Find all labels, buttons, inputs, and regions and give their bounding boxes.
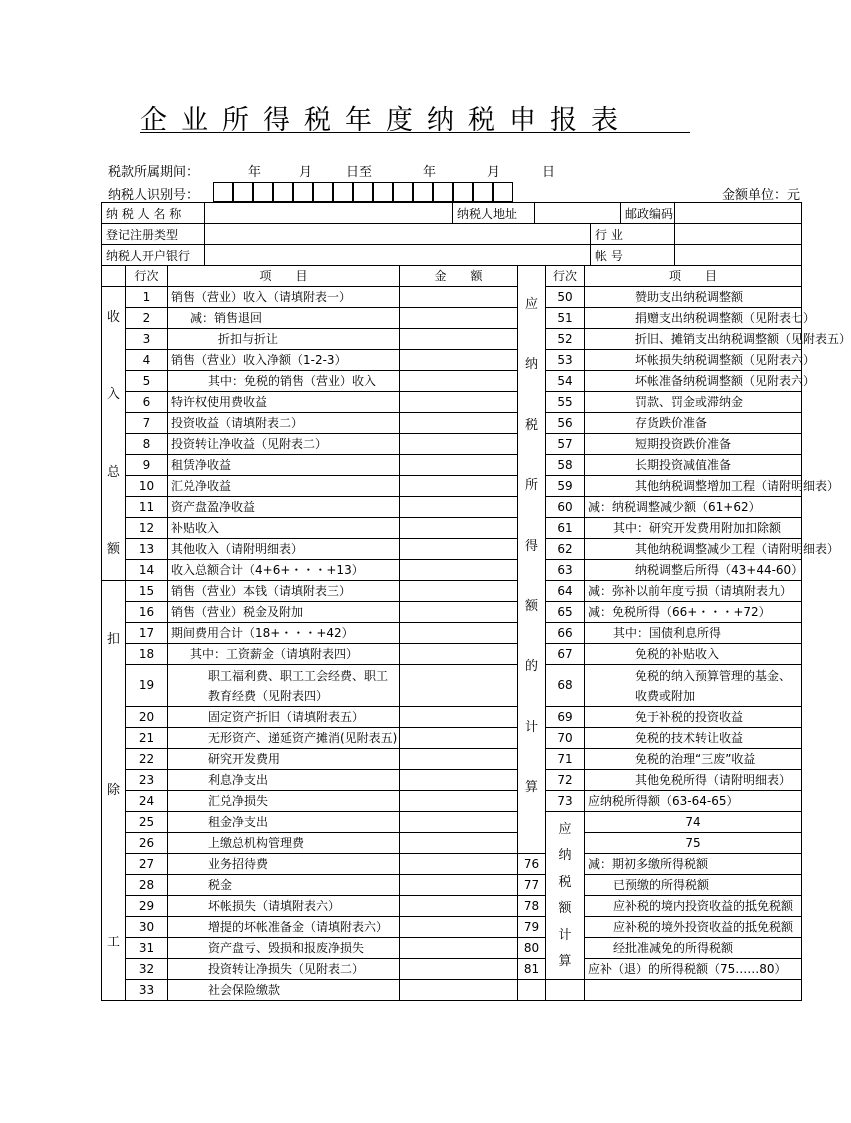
row-number-right: 74 (585, 812, 802, 833)
section-char: 算 (558, 954, 572, 970)
table-row (102, 287, 802, 308)
row-number-right: 69 (546, 707, 585, 728)
row-number-right: 73 (546, 791, 585, 812)
blank-corner (102, 266, 126, 287)
row-number-right: 78 (518, 896, 546, 917)
amount-cell[interactable] (400, 854, 518, 875)
table-row (102, 308, 802, 329)
taxpayer-id-digit-box[interactable] (213, 182, 233, 202)
item-header: 项 目 (168, 266, 400, 287)
row-item-label: 职工福利费、职工工会经费、职工教育经费（见附表四） (168, 665, 400, 707)
postal-code-label: 邮政编码 (621, 203, 675, 224)
row-no-header: 行次 (126, 266, 168, 287)
section-char: 入 (106, 387, 120, 403)
amount-cell[interactable] (400, 917, 518, 938)
section-label-adjust (518, 266, 546, 854)
industry-label: 行 业 (591, 224, 675, 245)
amount-cell[interactable] (400, 287, 518, 308)
amount-cell[interactable] (400, 623, 518, 644)
row-item-label: 补贴收入 (168, 518, 400, 539)
row-item-label-right: 已预缴的所得税额 (585, 875, 802, 896)
table-row (102, 518, 802, 539)
row-number-right: 62 (546, 539, 585, 560)
period-label: 税款所属期间： (108, 165, 200, 180)
row-item-label-right: 罚款、罚金或滞纳金 (585, 392, 802, 413)
amount-cell[interactable] (400, 707, 518, 728)
row-item-label-right: 其中：研究开发费用附加扣除额 (585, 518, 802, 539)
account-label: 帐 号 (591, 245, 675, 266)
row-number-right: 61 (546, 518, 585, 539)
table-row (102, 728, 802, 749)
table-row (102, 812, 802, 833)
amount-unit-label: 金额单位：元 (722, 188, 801, 203)
row-number: 33 (126, 980, 168, 1001)
row-item-label-right: 长期投资减值准备 (585, 455, 802, 476)
postal-code-field[interactable] (675, 203, 802, 224)
section-label-stack (102, 309, 125, 559)
row-number: 14 (126, 560, 168, 581)
row-item-label: 税金 (168, 875, 400, 896)
taxpayer-id-digit-box[interactable] (293, 182, 313, 202)
row-item-label-right: 其他免税所得（请附明细表） (585, 770, 802, 791)
row-item-label: 其中：工资薪金（请填附表四） (168, 644, 400, 665)
row-number: 7 (126, 413, 168, 434)
period-year-2: 年 (423, 165, 437, 180)
row-number: 29 (126, 896, 168, 917)
section-char: 额 (106, 542, 120, 558)
row-number-right: 67 (546, 644, 585, 665)
section-char: 应 (524, 297, 538, 312)
amount-cell[interactable] (400, 476, 518, 497)
row-number: 20 (126, 707, 168, 728)
table-row (102, 707, 802, 728)
taxpayer-name-label: 纳 税 人 名 称 (102, 203, 205, 224)
row-number-right: 57 (546, 434, 585, 455)
row-number: 13 (126, 539, 168, 560)
amount-cell[interactable] (400, 560, 518, 581)
section-char: 税 (558, 874, 572, 890)
row-number-right: 56 (546, 413, 585, 434)
blank-cell (518, 980, 546, 1001)
row-item-label: 坏帐损失（请填附表六） (168, 896, 400, 917)
row-number-right: 52 (546, 329, 585, 350)
taxpayer-id-digit-box[interactable] (273, 182, 293, 202)
amount-header: 金 额 (400, 266, 518, 287)
row-number: 8 (126, 434, 168, 455)
section-label-deduction (102, 581, 126, 1001)
industry-field[interactable] (675, 224, 802, 245)
row-number-right: 55 (546, 392, 585, 413)
taxpayer-id-digit-box[interactable] (353, 182, 373, 202)
table-row (102, 497, 802, 518)
row-item-label-right: 减：纳税调整减少额（61+62） (585, 497, 802, 518)
row-number: 23 (126, 770, 168, 791)
row-number: 6 (126, 392, 168, 413)
amount-cell[interactable] (400, 581, 518, 602)
row-item-label: 销售（营业）税金及附加 (168, 602, 400, 623)
table-row (102, 329, 802, 350)
taxpayer-id-digit-box[interactable] (473, 182, 493, 202)
row-number: 31 (126, 938, 168, 959)
section-char: 税 (524, 417, 538, 433)
row-number: 32 (126, 959, 168, 980)
blank-cell (585, 980, 802, 1001)
row-number: 24 (126, 791, 168, 812)
taxpayer-id-digit-box[interactable] (393, 182, 413, 202)
row-item-label: 上缴总机构管理费 (168, 833, 400, 854)
taxpayer-address-field[interactable] (535, 203, 621, 224)
period-year: 年 (248, 165, 262, 180)
table-row (102, 875, 802, 896)
row-item-label: 投资转让净收益（见附表二） (168, 434, 400, 455)
row-number-right: 70 (546, 728, 585, 749)
amount-cell[interactable] (400, 602, 518, 623)
table-row (102, 938, 802, 959)
table-row (102, 854, 802, 875)
table-row (102, 602, 802, 623)
row-item-label-right: 免于补税的投资收益 (585, 707, 802, 728)
row-item-label-right: 减：弥补以前年度亏损（请填附表九） (585, 581, 802, 602)
section-char: 收 (106, 309, 120, 325)
row-item-label: 增提的坏帐准备金（请填附表六） (168, 917, 400, 938)
section-char: 应 (558, 821, 572, 837)
row-number-right: 64 (546, 581, 585, 602)
row-no-header-right: 行次 (546, 266, 585, 287)
row-number: 3 (126, 329, 168, 350)
row-item-label-right: 应补税的境内投资收益的抵免税额 (585, 896, 802, 917)
row-item-label-right: 其中：国债利息所得 (585, 623, 802, 644)
row-number: 26 (126, 833, 168, 854)
row-number-right: 60 (546, 497, 585, 518)
row-item-label: 其中：免税的销售（营业）收入 (168, 371, 400, 392)
row-number: 9 (126, 455, 168, 476)
row-number-right: 68 (546, 665, 585, 707)
table-row (102, 917, 802, 938)
row-number: 19 (126, 665, 168, 707)
amount-cell[interactable] (400, 980, 518, 1001)
row-item-label: 减：销售退回 (168, 308, 400, 329)
period-month-2: 月 (487, 165, 501, 180)
row-item-label-right: 其他纳税调整减少工程（请附明细表） (585, 539, 802, 560)
row-item-label-right: 坏帐损失纳税调整额（见附表六） (585, 350, 802, 371)
row-item-label: 销售（营业）本钱（请填附表三） (168, 581, 400, 602)
row-item-label: 利息净支出 (168, 770, 400, 791)
table-row (102, 581, 802, 602)
taxpayer-address-label: 纳税人地址 (453, 203, 535, 224)
row-item-label-right: 纳税调整后所得（43+44-60） (585, 560, 802, 581)
table-row (102, 644, 802, 665)
amount-cell[interactable] (400, 518, 518, 539)
table-row (102, 791, 802, 812)
amount-cell[interactable] (400, 896, 518, 917)
section-char: 纳 (524, 357, 538, 373)
row-number-right: 66 (546, 623, 585, 644)
period-day-2: 日 (542, 165, 556, 180)
row-item-label: 社会保险缴款 (168, 980, 400, 1001)
row-number: 27 (126, 854, 168, 875)
row-number: 18 (126, 644, 168, 665)
registration-type-label: 登记注册类型 (102, 224, 205, 245)
row-item-label: 固定资产折旧（请填附表五） (168, 707, 400, 728)
row-item-label: 销售（营业）收入（请填附表一） (168, 287, 400, 308)
row-number-right: 54 (546, 371, 585, 392)
row-number-right: 80 (518, 938, 546, 959)
taxpayer-id-digit-box[interactable] (453, 182, 473, 202)
tax-return-table (101, 265, 851, 1001)
table-row (102, 833, 802, 854)
row-item-label: 期间费用合计（18+・・・+42） (168, 623, 400, 644)
table-row (102, 749, 802, 770)
row-item-label-right: 应补税的境外投资收益的抵免税额 (585, 917, 802, 938)
table-row (102, 560, 802, 581)
row-item-label-right: 免税的补贴收入 (585, 644, 802, 665)
section-char: 得 (524, 538, 538, 554)
row-number-right: 76 (518, 854, 546, 875)
row-number-right: 59 (546, 476, 585, 497)
row-item-label-right: 免税的纳入预算管理的基金、收费或附加 (585, 665, 802, 707)
row-number: 17 (126, 623, 168, 644)
row-item-label-right: 短期投资跌价准备 (585, 434, 802, 455)
amount-cell[interactable] (400, 875, 518, 896)
row-number-right: 72 (546, 770, 585, 791)
amount-cell[interactable] (400, 833, 518, 854)
section-char: 除 (106, 783, 120, 798)
amount-cell[interactable] (400, 392, 518, 413)
row-item-label-right: 免税的技术转让收益 (585, 728, 802, 749)
row-number: 4 (126, 350, 168, 371)
section-label-stack (518, 296, 545, 796)
taxpayer-id-digit-box[interactable] (493, 182, 513, 202)
row-item-label-right: 捐赠支出纳税调整额（见附表七） (585, 308, 802, 329)
row-number: 21 (126, 728, 168, 749)
taxpayer-id-digit-box[interactable] (373, 182, 393, 202)
row-number-right: 65 (546, 602, 585, 623)
row-item-label: 收入总额合计（4+6+・・・+13） (168, 560, 400, 581)
row-number: 28 (126, 875, 168, 896)
row-number: 22 (126, 749, 168, 770)
amount-cell[interactable] (400, 728, 518, 749)
row-number: 16 (126, 602, 168, 623)
row-number: 12 (126, 518, 168, 539)
period-month: 月 (299, 165, 313, 180)
row-item-label: 投资转让净损失（见附表二） (168, 959, 400, 980)
section-char: 总 (106, 464, 120, 480)
row-item-label-right: 减：免税所得（66+・・・+72） (585, 602, 802, 623)
section-label-stack (546, 821, 584, 971)
row-item-label: 汇兑净损失 (168, 791, 400, 812)
row-number: 2 (126, 308, 168, 329)
taxpayer-id-digit-box[interactable] (333, 182, 353, 202)
bank-label: 纳税人开户银行 (102, 245, 205, 266)
table-row (102, 350, 802, 371)
amount-cell[interactable] (400, 497, 518, 518)
row-number-right: 63 (546, 560, 585, 581)
row-item-label-right: 应补（退）的所得税额（75……80） (585, 959, 802, 980)
amount-cell[interactable] (400, 770, 518, 791)
form-title: 企业所得税年度纳税申报表 (140, 98, 690, 133)
row-number: 30 (126, 917, 168, 938)
taxpayer-id-digit-box[interactable] (433, 182, 453, 202)
amount-cell[interactable] (400, 329, 518, 350)
row-item-label: 资产盘盈净收益 (168, 497, 400, 518)
row-item-label: 投资收益（请填附表二） (168, 413, 400, 434)
amount-cell[interactable] (400, 749, 518, 770)
table-row (102, 665, 802, 707)
section-char: 纳 (558, 848, 572, 864)
amount-cell[interactable] (400, 959, 518, 980)
section-label-income (102, 287, 126, 581)
section-char: 计 (524, 719, 538, 735)
row-item-label: 研究开发费用 (168, 749, 400, 770)
account-field[interactable] (675, 245, 802, 266)
row-item-label-right: 经批准减免的所得税额 (585, 938, 802, 959)
row-item-label-right: 减：期初多缴所得税额 (585, 854, 802, 875)
amount-cell[interactable] (400, 371, 518, 392)
row-number: 1 (126, 287, 168, 308)
row-item-label: 销售（营业）收入净额（1-2-3） (168, 350, 400, 371)
row-item-label: 资产盘亏、毁损和报废净损失 (168, 938, 400, 959)
row-number: 5 (126, 371, 168, 392)
row-number: 15 (126, 581, 168, 602)
amount-cell[interactable] (400, 812, 518, 833)
row-item-label: 其他收入（请附明细表） (168, 539, 400, 560)
row-item-label: 租赁净收益 (168, 455, 400, 476)
period-day-to: 日至 (346, 165, 373, 180)
row-number: 25 (126, 812, 168, 833)
blank-cell (546, 980, 585, 1001)
amount-cell[interactable] (400, 434, 518, 455)
row-number-right: 75 (585, 833, 802, 854)
row-number-right: 53 (546, 350, 585, 371)
row-item-label: 汇兑净收益 (168, 476, 400, 497)
row-item-label-right: 坏帐准备纳税调整额（见附表六） (585, 371, 802, 392)
amount-cell[interactable] (400, 308, 518, 329)
section-char: 计 (558, 927, 572, 943)
table-row (102, 392, 802, 413)
row-item-label: 业务招待费 (168, 854, 400, 875)
table-row (102, 959, 802, 980)
table-row (102, 434, 802, 455)
row-number-right: 51 (546, 308, 585, 329)
taxpayer-name-field[interactable] (205, 203, 453, 224)
row-number-right: 58 (546, 455, 585, 476)
row-number-right: 81 (518, 959, 546, 980)
table-row (102, 539, 802, 560)
section-char: 额 (524, 598, 538, 614)
row-number-right: 79 (518, 917, 546, 938)
taxpayer-id-digit-box[interactable] (233, 182, 253, 202)
taxpayer-info-table (101, 202, 802, 266)
item-header-right: 项 目 (585, 266, 802, 287)
amount-cell[interactable] (400, 791, 518, 812)
row-item-label-right: 赞助支出纳税调整额 (585, 287, 802, 308)
row-number: 11 (126, 497, 168, 518)
section-label-payable (546, 812, 585, 980)
registration-type-field[interactable] (205, 224, 591, 245)
table-row (102, 371, 802, 392)
amount-cell[interactable] (400, 665, 518, 707)
taxpayer-id-digit-box[interactable] (313, 182, 333, 202)
bank-field[interactable] (205, 245, 591, 266)
row-number: 10 (126, 476, 168, 497)
table-row (102, 980, 802, 1001)
section-char: 算 (524, 780, 538, 795)
row-item-label: 租金净支出 (168, 812, 400, 833)
row-item-label-right: 免税的治理“三废”收益 (585, 749, 802, 770)
table-row (102, 623, 802, 644)
row-item-label: 折扣与折让 (168, 329, 400, 350)
taxpayer-id-label: 纳税人识别号： (108, 188, 200, 203)
amount-cell[interactable] (400, 413, 518, 434)
row-number-right: 50 (546, 287, 585, 308)
table-row (102, 476, 802, 497)
taxpayer-id-digit-box[interactable] (253, 182, 273, 202)
table-row (102, 770, 802, 791)
section-char: 的 (524, 659, 538, 675)
section-char: 工 (106, 934, 120, 950)
section-char: 所 (524, 478, 538, 494)
table-row (102, 413, 802, 434)
row-item-label-right: 其他纳税调整增加工程（请附明细表） (585, 476, 802, 497)
amount-cell[interactable] (400, 644, 518, 665)
row-item-label-right: 应纳税所得额（63-64-65） (585, 791, 802, 812)
row-number-right: 71 (546, 749, 585, 770)
row-item-label-right: 折旧、摊销支出纳税调整额（见附表五） (585, 329, 802, 350)
row-item-label: 无形资产、递延资产摊消(见附表五) (168, 728, 400, 749)
amount-cell[interactable] (400, 455, 518, 476)
amount-cell[interactable] (400, 938, 518, 959)
row-item-label-right: 存货跌价准备 (585, 413, 802, 434)
table-row (102, 896, 802, 917)
table-row (102, 455, 802, 476)
section-char: 额 (558, 901, 572, 917)
section-label-stack (102, 631, 125, 951)
row-item-label: 特许权使用费收益 (168, 392, 400, 413)
taxpayer-id-digit-box[interactable] (413, 182, 433, 202)
section-char: 扣 (106, 631, 120, 647)
amount-cell[interactable] (400, 539, 518, 560)
row-number-right: 77 (518, 875, 546, 896)
table-header-row (102, 266, 802, 287)
amount-cell[interactable] (400, 350, 518, 371)
